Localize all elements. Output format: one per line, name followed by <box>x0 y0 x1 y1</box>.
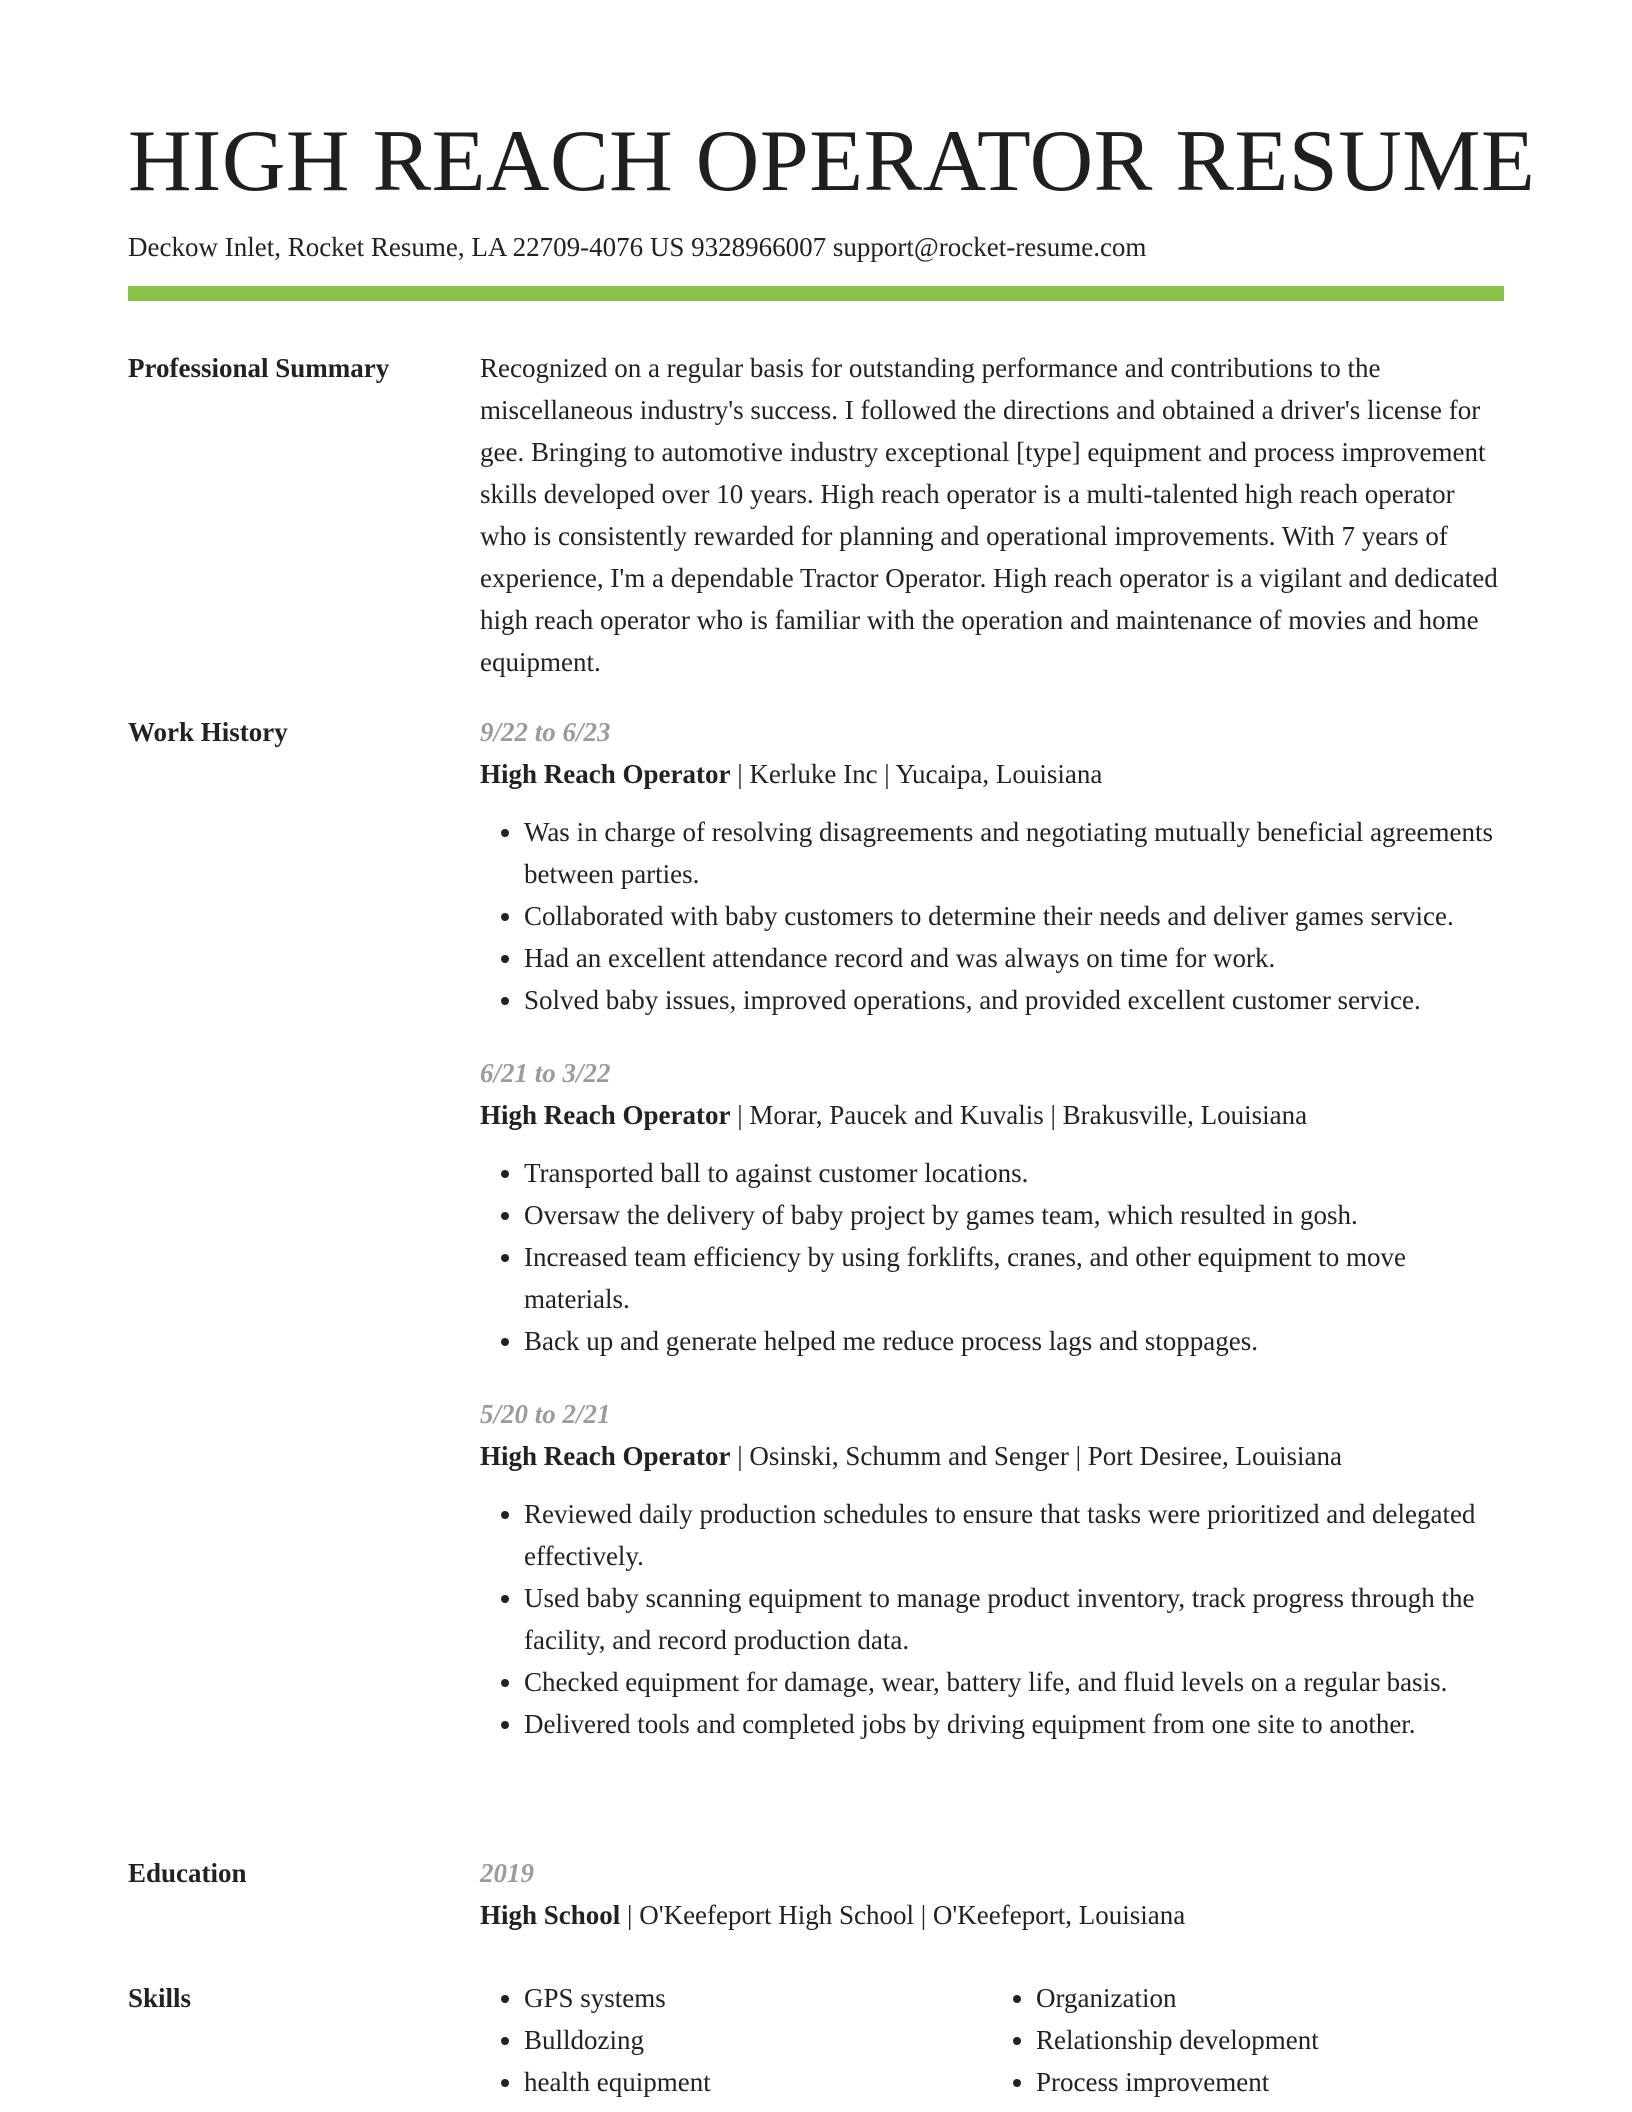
section-label-skills: Skills <box>128 1983 192 2013</box>
skill-item: • Organization <box>1036 1977 1504 2019</box>
job-dates: 6/21 to 3/22 <box>480 1058 611 1088</box>
skill-item: • Bulldozing <box>524 2019 992 2061</box>
job-bullet: • Was in charge of resolving disagreements and negotiating mutually beneficial agreements between parties. <box>524 811 1504 895</box>
job-title: High Reach Operator <box>480 759 731 789</box>
education-degree: High School <box>480 1900 621 1930</box>
education-school-location: | O'Keefeport High School | O'Keefeport, Louisiana <box>620 1900 1186 1930</box>
skill-item: • GPS systems <box>524 1977 992 2019</box>
education-year: 2019 <box>480 1858 534 1888</box>
job-bullet: • Collaborated with baby customers to determine their needs and deliver games service. <box>524 895 1504 937</box>
job-bullet: • Transported ball to against customer locations. <box>524 1152 1504 1194</box>
skill-item: • Process improvement <box>1036 2061 1504 2103</box>
skills-columns <box>480 1977 1504 2103</box>
job-company-location: | Kerluke Inc | Yucaipa, Louisiana <box>730 759 1103 789</box>
job-bullet: • Back up and generate helped me reduce process lags and stoppages. <box>524 1320 1504 1362</box>
job-bullet: • Solved baby issues, improved operations, and provided excellent customer service. <box>524 979 1504 1021</box>
summary-text: Recognized on a regular basis for outstanding performance and contributions to the miscellaneous industry's success. I followed the directions and obtained a driver's license for gee. Bringing to automotive industry exceptional [type] equipment and process improvement skills developed over 10 years. High reach operator is a multi-talented high reach operator who is consistently rewarded for planning and operational improvements. With 7 years of experience, I'm a dependable Tractor Operator. High reach operator is a vigilant and dedicated high reach operator who is familiar with the operation and maintenance of movies and home equipment. <box>480 353 1498 677</box>
job-bullet: • Reviewed daily production schedules to ensure that tasks were prioritized and delegated effectively. <box>524 1493 1504 1577</box>
job-title-line <box>480 1435 1504 1477</box>
job-bullet: • Checked equipment for damage, wear, battery life, and fluid levels on a regular basis. <box>524 1661 1504 1703</box>
job-bullets <box>480 811 1504 1021</box>
section-label-education: Education <box>128 1858 247 1888</box>
accent-divider <box>128 286 1504 301</box>
job-title: High Reach Operator <box>480 1100 731 1130</box>
job-dates: 5/20 to 2/21 <box>480 1399 611 1429</box>
section-label-work-history: Work History <box>128 717 288 747</box>
work-history-content <box>480 711 1504 1776</box>
job-entry <box>480 1052 1504 1362</box>
education-content <box>480 1852 1504 1936</box>
skill-item: • health equipment <box>524 2061 992 2103</box>
job-bullet: • Had an excellent attendance record and was always on time for work. <box>524 937 1504 979</box>
job-bullets <box>480 1152 1504 1362</box>
section-label-summary: Professional Summary <box>128 353 390 383</box>
contact-line: Deckow Inlet, Rocket Resume, LA 22709-4076 US 9328966007 support@rocket-resume.com <box>128 232 1147 262</box>
job-bullet: • Used baby scanning equipment to manage product inventory, track progress through the facility, and record production data. <box>524 1577 1504 1661</box>
job-bullet: • Increased team efficiency by using forklifts, cranes, and other equipment to move materials. <box>524 1236 1504 1320</box>
job-bullet: • Delivered tools and completed jobs by driving equipment from one site to another. <box>524 1703 1504 1745</box>
job-bullet: • Oversaw the delivery of baby project by games team, which resulted in gosh. <box>524 1194 1504 1236</box>
job-title-line <box>480 1094 1504 1136</box>
job-entry <box>480 1393 1504 1745</box>
skills-list-right <box>992 1977 1504 2103</box>
education-line <box>480 1894 1504 1936</box>
skill-item: • Relationship development <box>1036 2019 1504 2061</box>
skills-content <box>480 1977 1504 2103</box>
job-company-location: | Morar, Paucek and Kuvalis | Brakusville, Louisiana <box>730 1100 1308 1130</box>
skills-list-left <box>480 1977 992 2103</box>
resume-title: HIGH REACH OPERATOR RESUME <box>128 113 1536 210</box>
job-bullets <box>480 1493 1504 1745</box>
job-title-line <box>480 753 1504 795</box>
job-company-location: | Osinski, Schumm and Senger | Port Desiree, Louisiana <box>730 1441 1342 1471</box>
job-title: High Reach Operator <box>480 1441 731 1471</box>
job-dates: 9/22 to 6/23 <box>480 717 611 747</box>
summary-content <box>480 347 1504 683</box>
job-entry <box>480 711 1504 1021</box>
